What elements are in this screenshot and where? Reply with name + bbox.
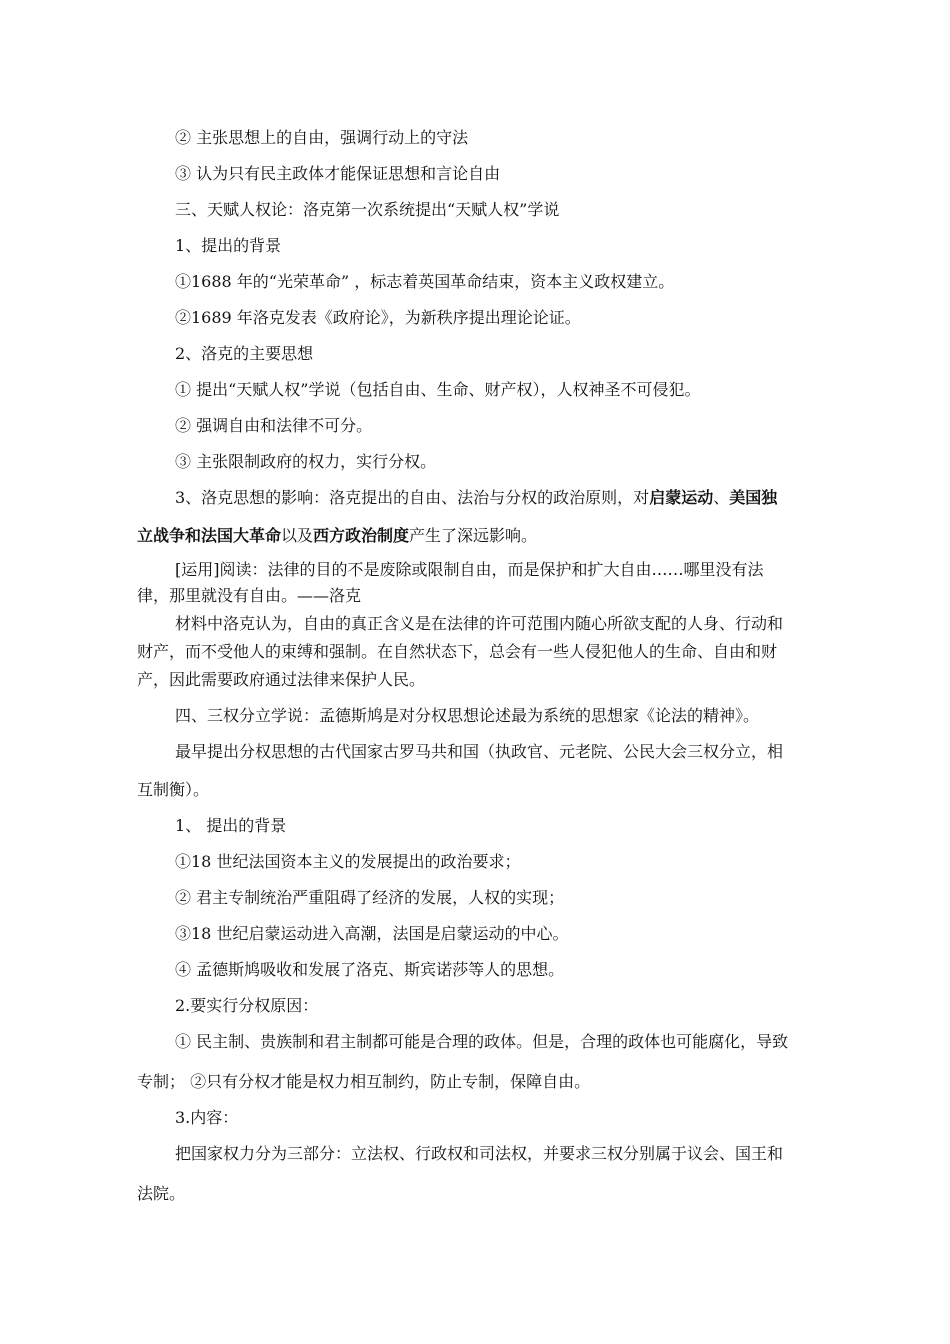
subheading: 2、洛克的主要思想 [175,344,314,363]
subheading: 1、提出的背景 [175,236,282,255]
label-tag: [运用] [175,560,220,579]
text-run: 、 [713,488,730,507]
paragraph-continuation [137,526,537,546]
paragraph [175,488,777,508]
paragraph: ② 强调自由和法律不可分。 [175,416,373,435]
paragraph: ①18 世纪法国资本主义的发展提出的政治要求； [175,852,521,871]
paragraph: ③18 世纪启蒙运动进入高潮，法国是启蒙运动的中心。 [175,924,569,943]
bold-term: 启蒙运动 [649,488,714,507]
paragraph: 把国家权力分为三部分：立法权、行政权和司法权，并要求三权分别属于议会、国王和 [175,1144,784,1163]
subheading: 3.内容： [175,1108,239,1127]
bold-term: 立战争和法国大革命 [137,526,282,545]
paragraph [175,560,764,580]
bold-term: 美国独 [729,488,778,507]
paragraph-continuation: 产，因此需要政府通过法律来保护人民。 [137,670,426,689]
subheading: 1、 提出的背景 [175,816,287,835]
bold-term: 西方政治制度 [313,526,410,545]
paragraph: ③ 认为只有民主政体才能保证思想和言论自由 [175,164,501,183]
paragraph: 材料中洛克认为，自由的真正含义是在法律的许可范围内随心所欲支配的人身、行动和 [175,614,784,633]
paragraph: ① 提出“天赋人权”学说（包括自由、生命、财产权），人权神圣不可侵犯。 [175,380,701,399]
paragraph: ③ 主张限制政府的权力，实行分权。 [175,452,437,471]
paragraph-continuation: 律，那里就没有自由。——洛克 [137,586,362,605]
text-run: 阅读：法律的目的不是废除或限制自由，而是保护和扩大自由‥‥‥哪里没有法 [219,560,764,579]
paragraph: ②1689 年洛克发表《政府论》，为新秩序提出理论论证。 [175,308,581,327]
paragraph: ①1688 年的“光荣革命” ，标志着英国革命结束，资本主义政权建立。 [175,272,675,291]
paragraph-continuation: 互制衡）。 [137,780,210,799]
paragraph: 最早提出分权思想的古代国家古罗马共和国（执政官、元老院、公民大会三权分立，相 [175,742,784,761]
text-run: 产生了深远影响。 [409,526,538,545]
section-heading: 三、天赋人权论：洛克第一次系统提出“天赋人权”学说 [175,200,560,219]
paragraph: ② 主张思想上的自由，强调行动上的守法 [175,128,469,147]
paragraph-continuation: 专制； ②只有分权才能是权力相互制约，防止专制，保障自由。 [137,1072,591,1091]
paragraph-continuation: 法院。 [137,1184,186,1203]
subheading: 2.要实行分权原因： [175,996,319,1015]
paragraph: ① 民主制、贵族制和君主制都可能是合理的政体。但是，合理的政体也可能腐化，导致 [175,1032,789,1051]
paragraph: ② 君主专制统治严重阻碍了经济的发展，人权的实现； [175,888,565,907]
paragraph-continuation: 财产，而不受他人的束缚和强制。在自然状态下，总会有一些人侵犯他人的生命、自由和财 [137,642,778,661]
text-run: 3、洛克思想的影响：洛克提出的自由、法治与分权的政治原则，对 [175,488,650,507]
text-run: 以及 [281,526,314,545]
section-heading: 四、三权分立学说：孟德斯鸠是对分权思想论述最为系统的思想家《论法的精神》。 [175,706,760,725]
paragraph: ④ 孟德斯鸠吸收和发展了洛克、斯宾诺莎等人的思想。 [175,960,565,979]
